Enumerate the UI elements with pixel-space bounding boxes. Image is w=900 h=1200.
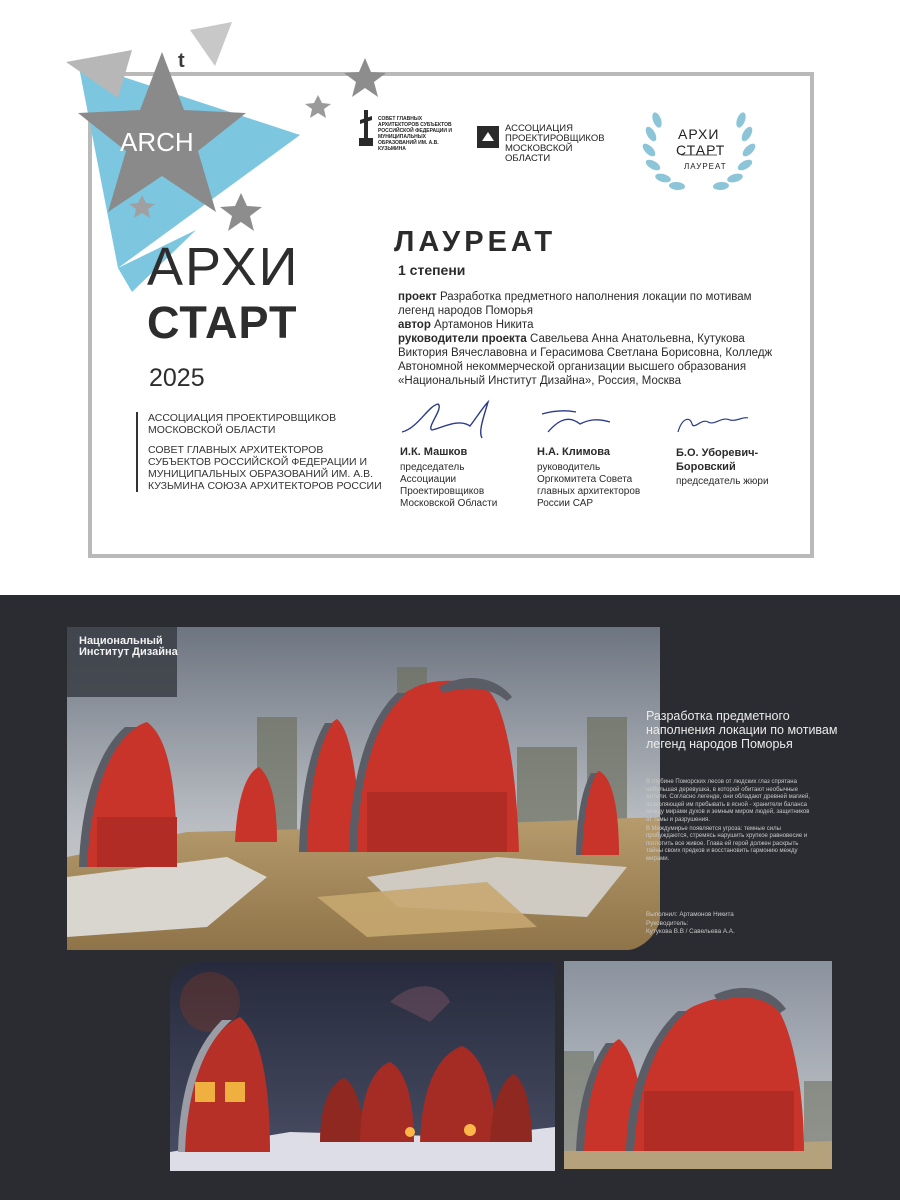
description-paragraph: В глубине Поморских лесов от людских глаз спрятана небольшая деревушка, в которой обитают необычные жители. Согласно легенде, они обладают древней магией, позволяющей им пребывать в ясной - хранители баланса между мирами духов и земным миром людей, защитников от тьмы и разрушения.: [646, 779, 810, 823]
badge-line1: АРХИ: [678, 126, 720, 142]
badge-line2: СТАРТ: [676, 142, 726, 158]
signatory-role-2: руководитель Оргкомитета Совета главных архитекторов России САР: [537, 462, 641, 509]
poster-project-title: Разработка предметного наполнения локации по мотивам легенд народов Поморья: [646, 709, 838, 751]
credit-supervisor-label: Руководитель:: [646, 919, 689, 927]
logo-arch-text: ARCH: [120, 127, 194, 157]
project-label: проект: [398, 291, 437, 303]
council-logo-text: СОВЕТ ГЛАВНЫХ АРХИТЕКТОРОВ СУБЪЕКТОВ РОССИЙСКОЙ ФЕДЕРАЦИИ И МУНИЦИПАЛЬНЫХ ОБРАЗОВАНИЙ ИМ. А.В. КУЗЬМИНА: [378, 116, 452, 152]
signatory-role-1: председатель Ассоциации Проектировщиков Московской Области: [400, 462, 498, 509]
badge-line3: ЛАУРЕАТ: [684, 162, 727, 171]
event-title-line2: СТАРТ: [147, 297, 298, 348]
project-value: Разработка предметного наполнения локации по мотивам легенд народов Поморья: [398, 291, 752, 317]
organizer-association: АССОЦИАЦИЯ ПРОЕКТИРОВЩИКОВ МОСКОВСКОЙ ОБЛАСТИ: [148, 412, 337, 436]
credit-supervisors: Кутукова В.В / Савельева А.А.: [646, 928, 735, 935]
signatory-name-3: Б.О. Уборевич-Боровский: [676, 447, 759, 473]
award-degree: 1 степени: [398, 262, 466, 278]
organizer-council: СОВЕТ ГЛАВНЫХ АРХИТЕКТОРОВ СУБЪЕКТОВ РОССИЙСКОЙ ФЕДЕРАЦИИ И МУНИЦИПАЛЬНЫХ ОБРАЗОВАНИЙ ИМ. А.В. КУЗЬМИНА СОЮЗА АРХИТЕКТОРОВ РОССИИ: [148, 444, 382, 492]
author-value: Артамонов Никита: [434, 319, 534, 331]
signature-uborevich: [672, 410, 752, 440]
poster-credits: [646, 911, 816, 937]
award-details: [398, 290, 778, 388]
certificate: [0, 0, 900, 595]
grey-shard: [190, 22, 232, 66]
signature-klimova: [536, 406, 616, 440]
institute-name: Национальный Институт Дизайна: [79, 635, 178, 658]
award-title: ЛАУРЕАТ: [394, 226, 557, 258]
signatory-name-2: Н.А. Климова: [537, 446, 610, 458]
association-logo-text: АССОЦИАЦИЯ ПРОЕКТИРОВЩИКОВ МОСКОВСКОЙ ОБЛАСТИ: [505, 123, 605, 164]
night-render-image: [170, 962, 555, 1171]
small-star-icon: [305, 95, 331, 118]
organizers-divider: [136, 412, 138, 492]
poster-description: [646, 779, 816, 865]
day-render-image: [564, 961, 832, 1169]
leaders-label: руководители проекта: [398, 333, 527, 345]
event-title-line1: АРХИ: [147, 237, 300, 297]
small-star-icon: [220, 193, 262, 231]
signatory-role-3: председатель жюри: [676, 476, 769, 487]
signature-mashkov: [398, 398, 494, 442]
event-year: 2025: [149, 364, 205, 392]
association-logo-icon: [477, 126, 499, 148]
signatory-name-1: И.К. Машков: [400, 446, 468, 458]
small-star-icon: [344, 58, 386, 97]
project-poster: [0, 595, 900, 1200]
logo-t-text: t: [178, 50, 185, 72]
credit-author: Выполнил: Артамонов Никита: [646, 911, 734, 918]
author-label: автор: [398, 319, 431, 331]
description-paragraph: В Междумирье появляется угроза: темные силы пробуждаются, стремясь нарушить хрупкое равновесие и поглотить все живое. Глава ей герой должен раскрыть тайны своих предков и восстановить гармонию между мирами.: [646, 825, 808, 862]
main-render-image: [67, 627, 660, 950]
leaders-value: Савельева Анна Анатольевна, Кутукова Виктория Вячеславовна и Герасимова Светлана Борисовна, Колледж Автономной некоммерческой организации высшего образования «Национальный Институт Дизайна», Россия, Москва: [398, 333, 773, 387]
council-emblem-icon: [358, 110, 374, 150]
